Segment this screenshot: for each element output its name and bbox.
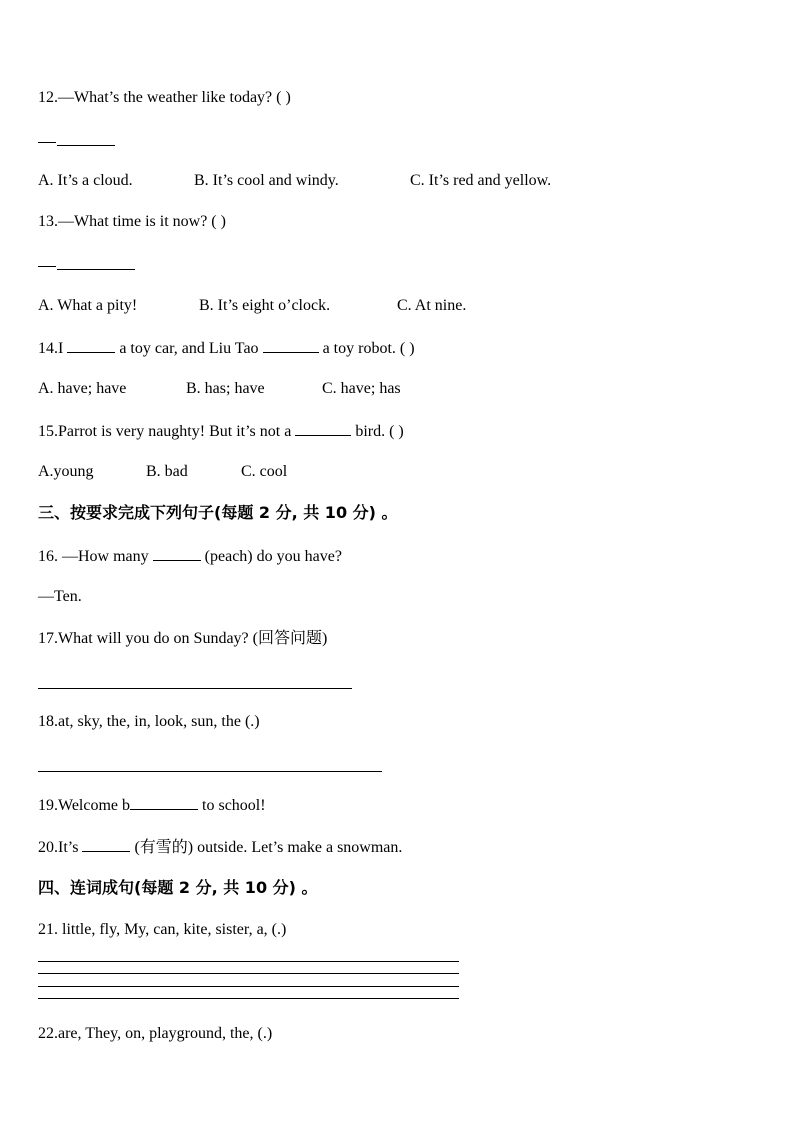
question-13-reply: [38, 255, 135, 276]
answer-blank[interactable]: [67, 338, 115, 353]
question-12-option-c: C. It’s red and yellow.: [410, 172, 552, 189]
question-13-stem: 13.—What time is it now? ( ): [38, 213, 226, 230]
writing-line[interactable]: [38, 998, 459, 999]
answer-blank[interactable]: [130, 795, 198, 810]
question-22-stem: 22.are, They, on, playground, the, (.): [38, 1025, 273, 1042]
answer-blank[interactable]: [263, 338, 319, 353]
question-12-reply: [38, 131, 115, 152]
answer-blank[interactable]: [295, 421, 351, 436]
question-15-option-c: C. cool: [241, 463, 288, 480]
section-3-title: 三、按要求完成下列句子(每题 2 分, 共 10 分) 。: [38, 503, 398, 522]
answer-line[interactable]: [38, 771, 382, 772]
question-20-stem: 20.It’s (有雪的) outside. Let’s make a snowman.: [38, 839, 403, 856]
question-13-option-b: B. It’s eight o’clock.: [199, 297, 331, 314]
writing-line[interactable]: [38, 986, 459, 987]
question-15-stem: 15.Parrot is very naughty! But it’s not a bird. ( ): [38, 423, 404, 440]
question-15-option-a: A.young: [38, 463, 94, 480]
question-12-option-a: A. It’s a cloud.: [38, 172, 133, 189]
answer-line[interactable]: [38, 688, 352, 689]
question-18-stem: 18.at, sky, the, in, look, sun, the (.): [38, 713, 260, 730]
writing-line[interactable]: [38, 973, 459, 974]
question-14-option-c: C. have; has: [322, 380, 401, 397]
writing-line[interactable]: [38, 961, 459, 962]
question-16-reply: —Ten.: [38, 588, 82, 605]
section-4-title: 四、连词成句(每题 2 分, 共 10 分) 。: [38, 878, 318, 897]
question-13-option-c: C. At nine.: [397, 297, 467, 314]
question-13-option-a: A. What a pity!: [38, 297, 138, 314]
question-19-stem: 19.Welcome b to school!: [38, 797, 266, 814]
question-14-option-b: B. has; have: [186, 380, 265, 397]
question-12-option-b: B. It’s cool and windy.: [194, 172, 339, 189]
question-15-option-b: B. bad: [146, 463, 188, 480]
question-14-stem: 14.I a toy car, and Liu Tao a toy robot. ( ): [38, 340, 415, 357]
question-14-option-a: A. have; have: [38, 380, 127, 397]
question-16-stem: 16. —How many (peach) do you have?: [38, 548, 342, 565]
question-12-stem: 12.—What’s the weather like today? ( ): [38, 89, 291, 106]
answer-blank[interactable]: [153, 546, 201, 561]
answer-blank[interactable]: [82, 837, 130, 852]
question-17-stem: 17.What will you do on Sunday? (回答问题): [38, 630, 328, 647]
question-21-stem: 21. little, fly, My, can, kite, sister, a, (.): [38, 921, 287, 938]
